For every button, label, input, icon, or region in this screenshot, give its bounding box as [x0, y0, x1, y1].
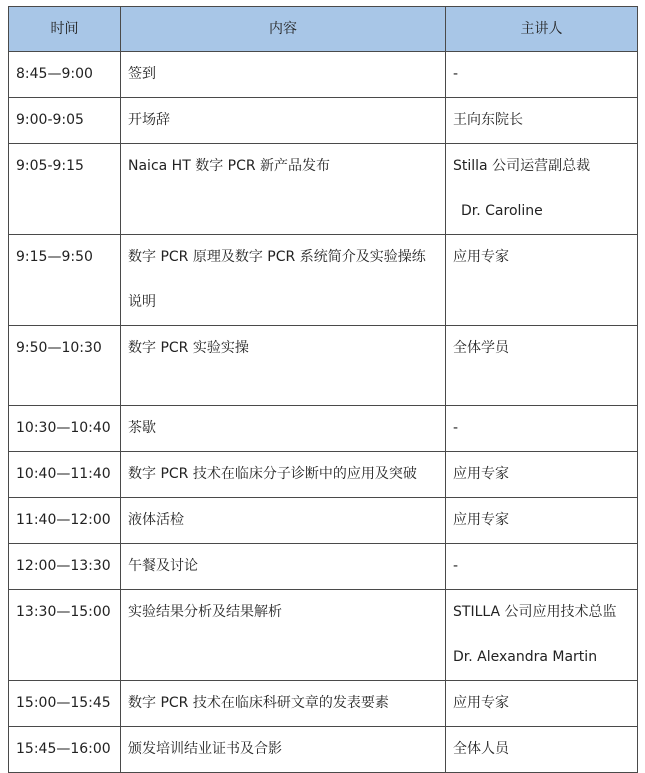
content-cell: [121, 235, 446, 326]
content-line: 说明: [128, 294, 156, 310]
content-cell: [121, 452, 446, 498]
content-cell: [121, 544, 446, 590]
table-row: [9, 326, 638, 406]
content-line: 开场辞: [128, 112, 170, 128]
content-line: 液体活检: [128, 512, 184, 528]
speaker-line: -: [453, 66, 459, 82]
content-line: 数字 PCR 原理及数字 PCR 系统简介及实验操练: [128, 249, 426, 265]
table-row: [9, 544, 638, 590]
speaker-line: 应用专家: [453, 466, 509, 482]
table-row: [9, 235, 638, 326]
content-cell: [121, 590, 446, 681]
header-content: 内容: [121, 7, 446, 52]
speaker-cell: [446, 727, 638, 773]
header-row: [9, 7, 638, 52]
speaker-cell: [446, 590, 638, 681]
content-line: 实验结果分析及结果解析: [128, 604, 282, 620]
speaker-line: -: [453, 420, 459, 436]
content-line: 数字 PCR 实验实操: [128, 340, 249, 356]
time-cell: 9:00-9:05: [9, 98, 121, 144]
time-cell: 9:15—9:50: [9, 235, 121, 326]
table-row: [9, 144, 638, 235]
content-cell: [121, 52, 446, 98]
speaker-line: Dr. Caroline: [461, 203, 543, 219]
header-speaker: 主讲人: [446, 7, 638, 52]
speaker-cell: [446, 452, 638, 498]
content-line: 数字 PCR 技术在临床分子诊断中的应用及突破: [128, 466, 417, 482]
content-cell: [121, 98, 446, 144]
content-line: 茶歇: [128, 420, 156, 436]
speaker-cell: [446, 326, 638, 406]
content-line: 午餐及讨论: [128, 558, 198, 574]
speaker-line: 应用专家: [453, 695, 509, 711]
table-row: [9, 52, 638, 98]
speaker-line: STILLA 公司应用技术总监: [453, 604, 617, 620]
content-line: 签到: [128, 66, 156, 82]
content-cell: [121, 681, 446, 727]
speaker-line: 应用专家: [453, 249, 509, 265]
content-cell: [121, 406, 446, 452]
speaker-line: Dr. Alexandra Martin: [453, 649, 598, 665]
time-cell: 9:50—10:30: [9, 326, 121, 406]
time-cell: 13:30—15:00: [9, 590, 121, 681]
speaker-line: -: [453, 558, 459, 574]
table-row: [9, 98, 638, 144]
speaker-cell: [446, 144, 638, 235]
content-cell: [121, 727, 446, 773]
speaker-line: 全体人员: [453, 741, 509, 757]
content-cell: [121, 144, 446, 235]
table-row: [9, 727, 638, 773]
time-cell: 8:45—9:00: [9, 52, 121, 98]
speaker-cell: [446, 98, 638, 144]
table-row: [9, 590, 638, 681]
table-row: [9, 498, 638, 544]
time-cell: 10:40—11:40: [9, 452, 121, 498]
speaker-line: 王向东院长: [453, 112, 523, 128]
content-line: 数字 PCR 技术在临床科研文章的发表要素: [128, 695, 389, 711]
speaker-cell: [446, 406, 638, 452]
table-row: [9, 681, 638, 727]
speaker-line: 全体学员: [453, 340, 509, 356]
table-row: [9, 406, 638, 452]
content-cell: [121, 326, 446, 406]
time-cell: 10:30—10:40: [9, 406, 121, 452]
content-line: Naica HT 数字 PCR 新产品发布: [128, 158, 331, 174]
time-cell: 11:40—12:00: [9, 498, 121, 544]
time-cell: 15:00—15:45: [9, 681, 121, 727]
time-cell: 15:45—16:00: [9, 727, 121, 773]
speaker-cell: [446, 544, 638, 590]
speaker-line: 应用专家: [453, 512, 509, 528]
content-cell: [121, 498, 446, 544]
time-cell: 12:00—13:30: [9, 544, 121, 590]
content-line: 颁发培训结业证书及合影: [128, 741, 282, 757]
speaker-cell: [446, 235, 638, 326]
speaker-line: Stilla 公司运营副总裁: [453, 158, 591, 174]
speaker-cell: [446, 681, 638, 727]
time-cell: 9:05-9:15: [9, 144, 121, 235]
table-row: [9, 452, 638, 498]
speaker-cell: [446, 498, 638, 544]
speaker-cell: [446, 52, 638, 98]
header-time: 时间: [9, 7, 121, 52]
schedule-table: [8, 6, 638, 773]
